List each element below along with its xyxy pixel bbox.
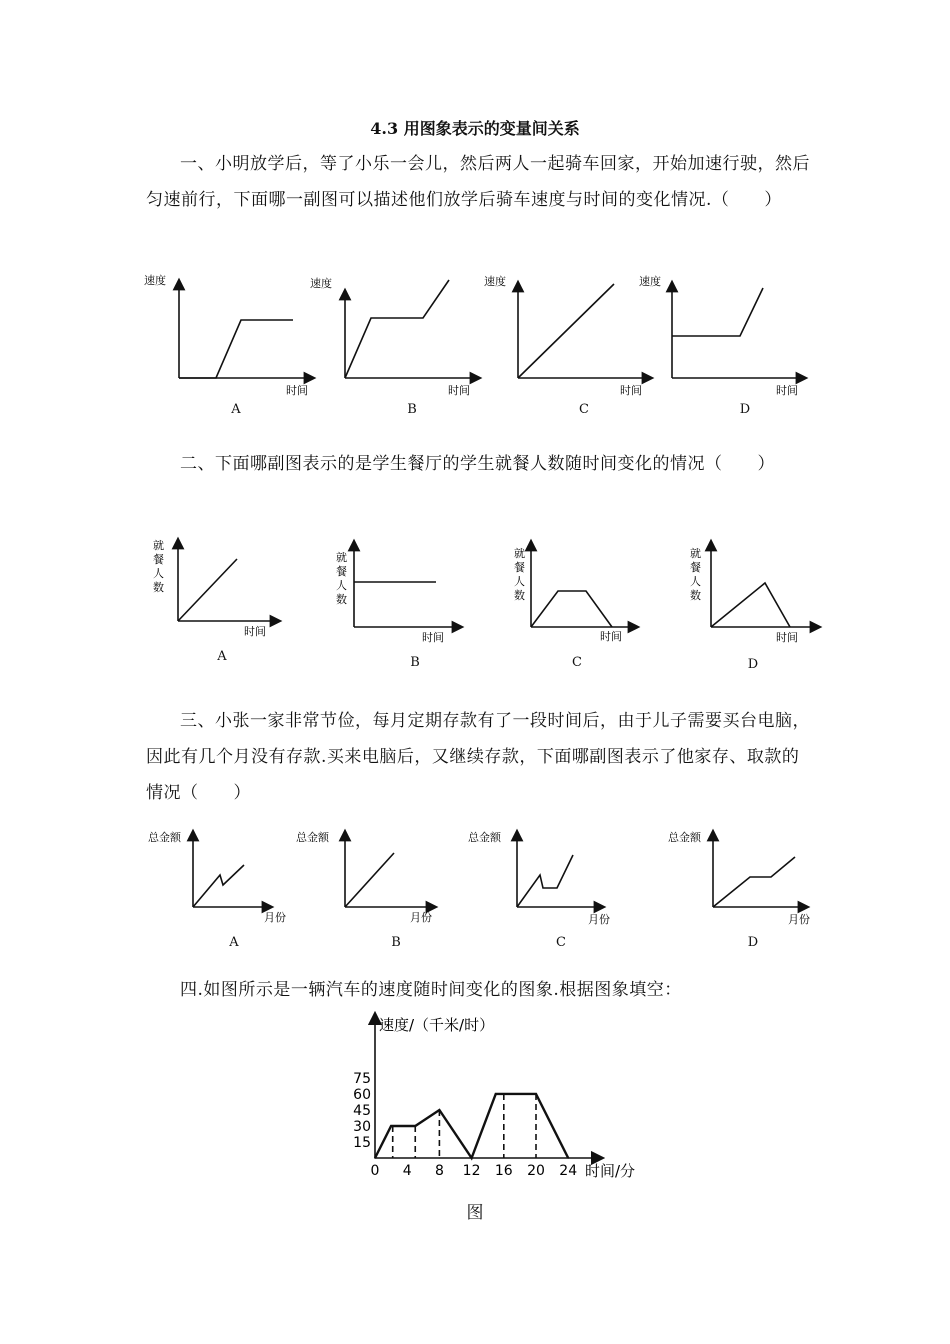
q1-option-d-label: D bbox=[739, 402, 751, 417]
q1a-x-label: 时间 bbox=[286, 384, 308, 397]
q2b-x-label: 时间 bbox=[422, 631, 444, 644]
data-point bbox=[390, 1125, 392, 1127]
q1-option-c-label: C bbox=[579, 402, 589, 417]
q3d-y-label: 总金额 bbox=[668, 831, 701, 844]
data-point bbox=[535, 1093, 537, 1095]
q2-option-d-label: D bbox=[747, 657, 759, 672]
q3b-x-label: 月份 bbox=[410, 911, 432, 924]
q1c-y-label: 速度 bbox=[484, 275, 506, 288]
q1c-x-label: 时间 bbox=[620, 384, 642, 397]
q2a-y-label: 就餐人数 bbox=[153, 539, 164, 594]
q2-option-c-label: C bbox=[572, 655, 582, 670]
x-tick-label: 24 bbox=[559, 1163, 578, 1179]
x-tick-label: 16 bbox=[494, 1163, 513, 1179]
speed-series-line bbox=[375, 1094, 568, 1158]
question-4-text: 四.如图所示是一辆汽车的速度随时间变化的图象.根据图象填空： bbox=[180, 980, 682, 1000]
q3c-y-label: 总金额 bbox=[468, 831, 501, 844]
q3-option-b-label: B bbox=[391, 935, 401, 950]
q1b-x-label: 时间 bbox=[448, 384, 470, 397]
q3-option-a-label: A bbox=[229, 935, 239, 950]
data-point bbox=[439, 1109, 441, 1111]
q2-option-b-label: B bbox=[410, 655, 420, 670]
q3-option-d-label: D bbox=[747, 935, 759, 950]
data-point bbox=[374, 1157, 376, 1159]
question-3-text: 三、小张一家非常节俭，每月定期存款有了一段时间后，由于儿子需要买台电脑，因此有几个月没有存款.买来电脑后，又继续存款，下面哪副图表示了他家存、取款的情况（ ） bbox=[146, 711, 810, 803]
question-2-text: 二、下面哪副图表示的是学生餐厅的学生就餐人数随时间变化的情况（ ） bbox=[180, 454, 775, 474]
q2-option-a-label: A bbox=[217, 649, 227, 664]
figure-caption: 图 bbox=[466, 1203, 484, 1223]
q3c-x-label: 月份 bbox=[588, 913, 610, 926]
x-tick-label: 12 bbox=[462, 1163, 481, 1179]
q2c-x-label: 时间 bbox=[600, 630, 622, 643]
y-tick-label: 60 bbox=[353, 1086, 371, 1103]
y-tick-label: 15 bbox=[353, 1134, 371, 1151]
q2a-x-label: 时间 bbox=[244, 625, 266, 638]
q1d-y-label: 速度 bbox=[639, 275, 661, 288]
q3-option-c-label: C bbox=[556, 935, 566, 950]
q1b-y-label: 速度 bbox=[310, 277, 332, 290]
y-tick-label: 45 bbox=[353, 1102, 371, 1119]
page-title: 4.3 用图象表示的变量间关系 bbox=[370, 119, 580, 138]
data-point bbox=[567, 1157, 569, 1159]
q1a-y-label: 速度 bbox=[144, 274, 166, 287]
q2b-y-label: 就餐人数 bbox=[336, 551, 347, 606]
question-1-text: 一、小明放学后，等了小乐一会儿，然后两人一起骑车回家，开始加速行驶，然后匀速前行，下面哪一副图可以描述他们放学后骑车速度与时间的变化情况.（ ） bbox=[146, 154, 810, 210]
data-point bbox=[414, 1125, 416, 1127]
data-point bbox=[495, 1093, 497, 1095]
q1-option-a-label: A bbox=[231, 402, 241, 417]
x-axis-label: 时间/分 bbox=[585, 1162, 636, 1180]
q3a-y-label: 总金额 bbox=[148, 831, 181, 844]
x-tick-label: 4 bbox=[402, 1163, 412, 1179]
q1-option-b-label: B bbox=[407, 402, 417, 417]
q1d-x-label: 时间 bbox=[776, 384, 798, 397]
y-tick-label: 75 bbox=[353, 1070, 371, 1087]
q2c-y-label: 就餐人数 bbox=[514, 547, 525, 602]
y-axis-label: 速度/（千米/时） bbox=[379, 1016, 495, 1034]
q3b-y-label: 总金额 bbox=[296, 831, 329, 844]
q2d-x-label: 时间 bbox=[776, 631, 798, 644]
q2d-y-label: 就餐人数 bbox=[690, 547, 701, 602]
x-tick-label: 20 bbox=[527, 1163, 545, 1179]
y-tick-label: 30 bbox=[353, 1118, 371, 1135]
x-tick-label: 8 bbox=[434, 1163, 444, 1179]
x-tick-label: 0 bbox=[370, 1163, 380, 1179]
q3d-x-label: 月份 bbox=[788, 913, 810, 926]
q3a-x-label: 月份 bbox=[264, 911, 286, 924]
data-point bbox=[471, 1157, 473, 1159]
